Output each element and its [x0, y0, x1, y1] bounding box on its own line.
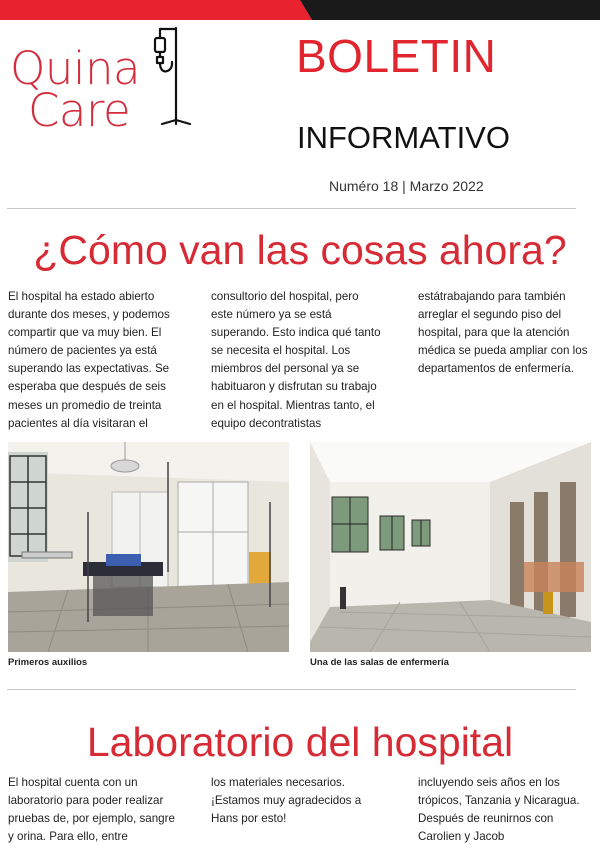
issue-number: Numéro 18 | Marzo 2022 [329, 178, 484, 194]
article-column-1: El hospital ha estado abierto durante dos meses, y podemos compartir que va muy bien. El número de pacientes ya está superando las expectativas. Se esperaba que después de seis meses un promedio de treinta pacientes al día visitaran el [8, 290, 170, 430]
article-column-3: incluyendo seis años en los trópicos, Tanzania y Nicaragua. Después de reunirnos con Carolien y Jacob [418, 776, 580, 844]
top-accent-bar [0, 0, 600, 20]
newsletter-title: BOLETIN [296, 30, 497, 82]
quinacare-logo [10, 26, 195, 136]
ward-room-photo [310, 442, 591, 652]
photo-caption: Una de las salas de enfermería [310, 657, 449, 668]
divider [7, 208, 576, 209]
article-column-2: consultorio del hospital, pero este número ya se está superando. Esto indica qué tanto se necesita el hospital. Los miembros del personal ya se habituaron y disfrutan su trabajo en el hospital. Mientras tanto, el equipo decontratistas [211, 290, 381, 430]
article-column-2: los materiales necesarios. ¡Estamos muy agradecidos a Hans por esto! [211, 776, 362, 826]
newsletter-subtitle: INFORMATIVO [297, 120, 510, 155]
article-column-1: El hospital cuenta con un laboratorio para poder realizar pruebas de, por ejemplo, sangre y orina. Para ello, entre [8, 776, 175, 844]
section-heading: Laboratorio del hospital [86, 719, 514, 765]
divider [7, 689, 576, 690]
treatment-room-photo [8, 442, 289, 652]
section-heading: ¿Cómo van las cosas ahora? [33, 227, 567, 273]
iv-drip-stand-icon [146, 24, 202, 134]
logo-text-line1: Quina [10, 42, 141, 95]
logo-text-line2: Care [28, 84, 131, 137]
photo-caption: Primeros auxilios [8, 657, 88, 668]
article-column-3: estátrabajando para también arreglar el segundo piso del hospital, para que la atención médica se pueda ampliar con los departamentos de enfermería. [418, 290, 588, 376]
